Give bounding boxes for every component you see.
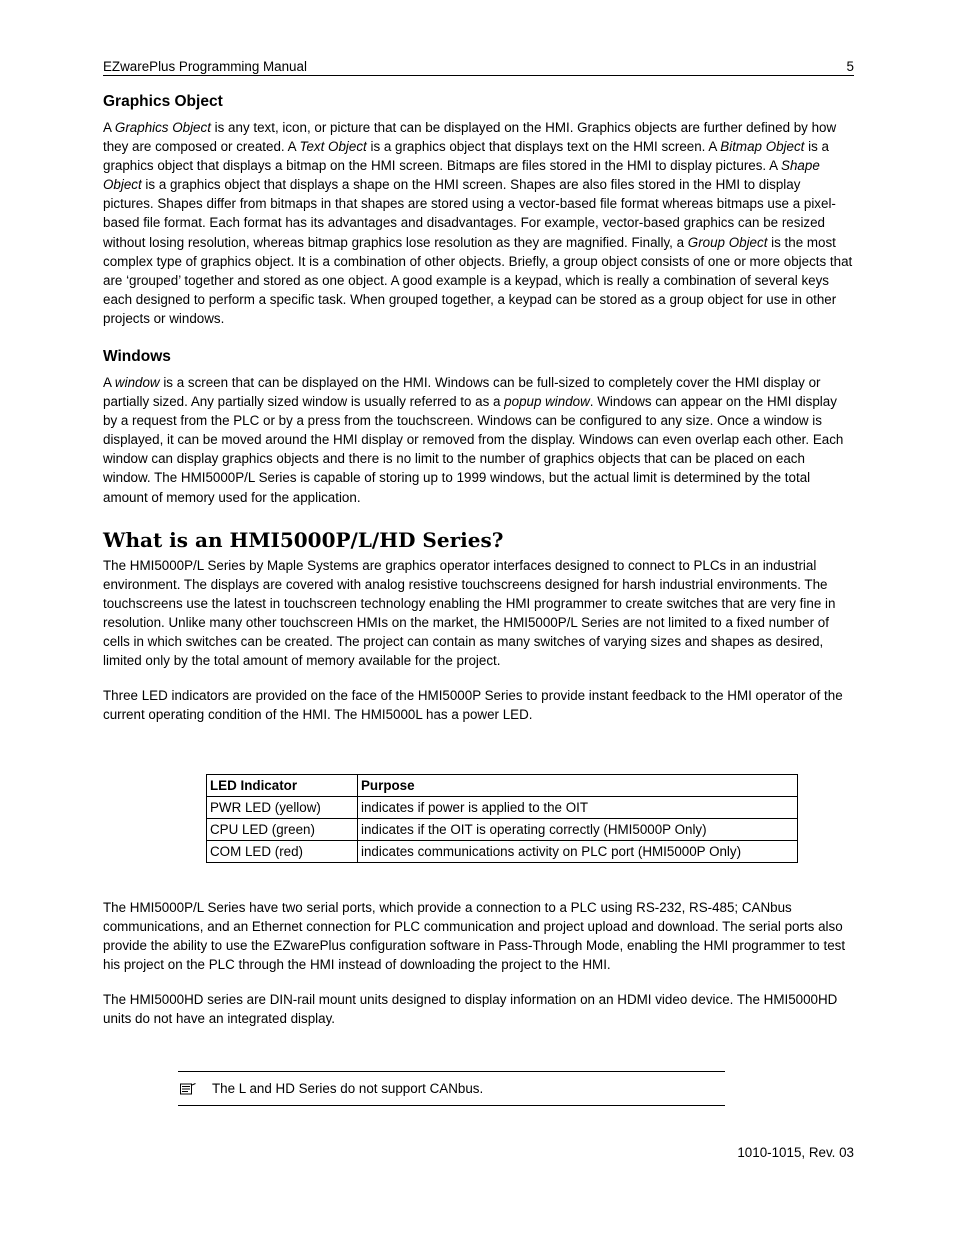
hd-series-paragraph: The HMI5000HD series are DIN-rail mount units designed to display information on an HDMI video device. The HMI5000HD units do not have an integrated display. bbox=[103, 992, 838, 1027]
windows-heading: Windows bbox=[103, 348, 171, 365]
column-header-led: LED Indicator bbox=[207, 775, 358, 797]
note-icon bbox=[180, 1083, 196, 1095]
hmi-intro-paragraph: The HMI5000P/L Series by Maple Systems are graphics operator interfaces designed to connect to PLCs in an industrial environment. The displays are covered with analog resistive touchscreens designed for harsh industrial environments. The touchscreens use the latest in touchscreen technology enabling the HMI programmer to create switches that are very fine in resolution. Unlike many other touchscreen HMIs on the market, the HMI5000P/L Series are not limited to a fixed number of cells in which switches can be created. The project can contain as many switches of varying sizes and shapes as desired, limited only by the total amount of memory available for the project. bbox=[103, 558, 836, 669]
purpose-cell: indicates if the OIT is operating correctly (HMI5000P Only) bbox=[358, 819, 798, 841]
text-run: is the most complex type of graphics object. It is a combination of other objects. Briefly, a group object consists of one or more objects that are ‘grouped’ together and stored as one object. A good example is a keypad, which is really a combination of several keys each designed to perform a specific task. When grouped together, a keypad can be stored as a group object for use in other projects or windows. bbox=[103, 234, 853, 326]
document-number: 1010-1015, Rev. 03 bbox=[737, 1145, 854, 1160]
text-run: is a graphics object that displays a shape on the HMI screen. Shapes are also files stored in the HMI to display pictures. Shapes differ from bitmaps in that shapes are stored using a vector-based file format whereas bitmaps use a pixel-based file format. Each format has its advantages and disadvantages. For example, vector-based graphics can be resized without losing resolution, whereas bitmap graphics lose resolution as they are magnified. Finally, a bbox=[103, 177, 836, 250]
emphasized-term: popup window bbox=[504, 394, 590, 410]
purpose-cell: indicates communications activity on PLC port (HMI5000P Only) bbox=[358, 841, 798, 863]
led-indicator-table bbox=[206, 774, 798, 863]
note-text: The L and HD Series do not support CANbus. bbox=[212, 1081, 484, 1096]
graphics-object-paragraph bbox=[103, 118, 854, 328]
note-box bbox=[178, 1071, 725, 1106]
led-intro-paragraph: Three LED indicators are provided on the face of the HMI5000P Series to provide instant feedback to the HMI operator of the current operating condition of the HMI. The HMI5000L has a power LED. bbox=[103, 688, 843, 723]
emphasized-term: Group Object bbox=[687, 234, 768, 250]
page-number: 5 bbox=[846, 59, 854, 74]
serial-ports-paragraph: The HMI5000P/L Series have two serial ports, which provide a connection to a PLC using RS-232, RS-485; CANbus communications, and an Ethernet connection for PLC communication and project upload and download. The serial ports also provide the ability to use the EZwarePlus configuration software in Pass-Through Mode, enabling the HMI programmer to test his project on the PLC through the HMI instead of downloading the project to the HMI. bbox=[103, 900, 846, 973]
text-run: is any text, icon, or picture that can be displayed on the HMI. Graphics objects are further defined by how they are composed or created. A bbox=[103, 120, 837, 155]
table-row bbox=[207, 797, 798, 819]
emphasized-term: Graphics Object bbox=[114, 120, 211, 135]
text-run: is a screen that can be displayed on the HMI. Windows can be full-sized to completely cover the HMI display or partially sized. Any partially sized window is usually referred to as a bbox=[103, 375, 821, 410]
text-run: is a graphics object that displays a bitmap on the HMI screen. Bitmaps are files stored in the HMI to display pictures. A bbox=[103, 139, 829, 174]
table-header-row bbox=[207, 775, 798, 797]
led-cell: COM LED (red) bbox=[207, 841, 358, 863]
windows-paragraph bbox=[103, 373, 854, 507]
text-run: . Windows can appear on the HMI display by a request from the PLC or by a press from the touchscreen. Windows can be configured to any size. Once a window is displayed, it can be moved around the HMI display or removed from the display. Windows can even overlap each other. Each window can display graphics objects and there is no limit to the number of graphics objects that can be placed on each window. The HMI5000P/L Series is capable of storing up to 1999 windows, but the actual limit is determined by the total amount of memory used for the application. bbox=[103, 394, 844, 505]
table-row bbox=[207, 819, 798, 841]
page-header bbox=[103, 58, 854, 76]
emphasized-term: Bitmap Object bbox=[720, 139, 805, 155]
text-run: is a graphics object that displays text on the HMI screen. A bbox=[366, 139, 721, 155]
table-row bbox=[207, 841, 798, 863]
hmi-section-heading: What is an HMI5000P/L/HD Series? bbox=[103, 528, 504, 552]
column-header-purpose: Purpose bbox=[358, 775, 798, 797]
emphasized-term: Text Object bbox=[299, 139, 367, 155]
text-run: A bbox=[103, 375, 115, 390]
text-run: A bbox=[103, 120, 115, 135]
graphics-object-heading: Graphics Object bbox=[103, 93, 223, 110]
led-cell: PWR LED (yellow) bbox=[207, 797, 358, 819]
emphasized-term: Shape Object bbox=[103, 158, 820, 193]
emphasized-term: window bbox=[114, 375, 160, 390]
manual-title: EZwarePlus Programming Manual bbox=[103, 59, 307, 74]
purpose-cell: indicates if power is applied to the OIT bbox=[358, 797, 798, 819]
led-cell: CPU LED (green) bbox=[207, 819, 358, 841]
